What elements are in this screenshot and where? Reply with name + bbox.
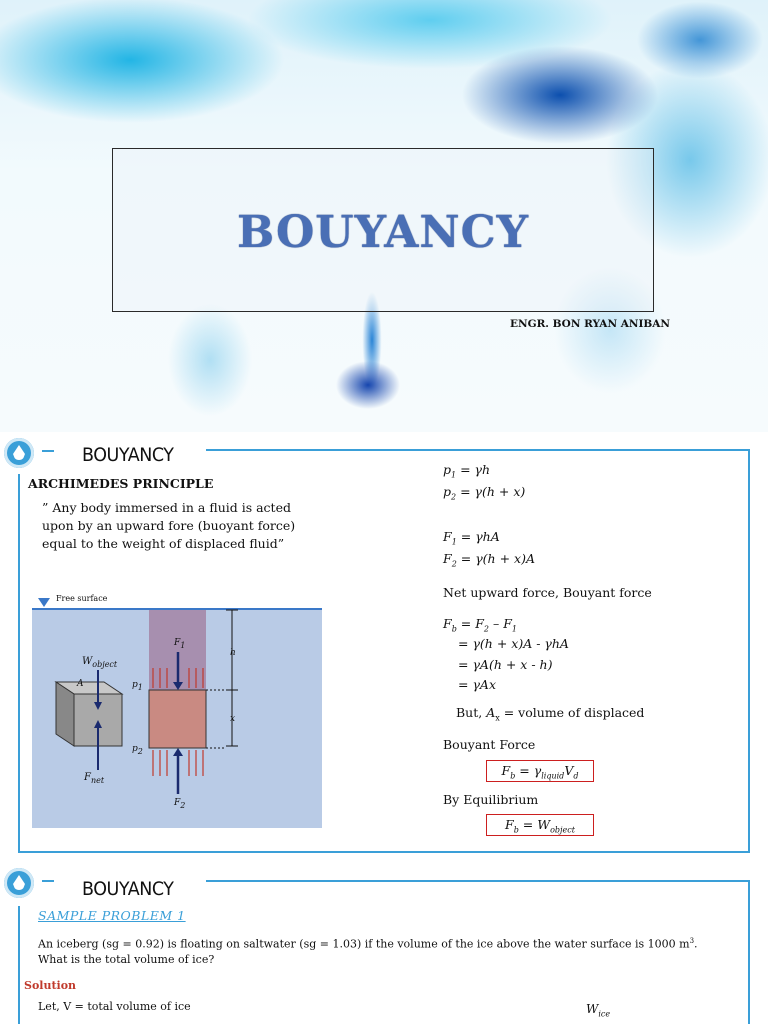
- author-name: ENGR. BON RYAN ANIBAN: [510, 318, 670, 330]
- problem-text: An iceberg (sg = 0.92) is floating on saltwater (sg = 1.03) if the volume of the ice above the water surface is 1000 $m^3$. What is the total volume of ice?: [38, 937, 698, 966]
- frame-bottom: [18, 851, 750, 853]
- water-drop-logo-icon: [4, 438, 34, 468]
- w-ice-label: $W_{ice}$: [586, 1002, 611, 1019]
- eq-fb4: = γAx: [458, 677, 496, 692]
- frame-top: [206, 449, 750, 451]
- title-box: [112, 148, 654, 312]
- f2-label: $F_2$: [174, 798, 186, 810]
- solution-label: Solution: [24, 979, 77, 992]
- sample-problem-title: SAMPLE PROBLEM 1: [38, 908, 186, 923]
- eq-fb2: = γ(h + x)A - γhA: [458, 636, 569, 651]
- frame-right: [748, 880, 750, 1024]
- slide-sample-problem: [0, 860, 768, 1024]
- w-object-label: $W_{object}$: [82, 656, 118, 669]
- equilibrium-formula-box: $F_b = W_{object}$: [486, 814, 594, 836]
- principle-quote: ” Any body immersed in a fluid is acted upon by an upward fore (buoyant force) equal to the weight of displaced fluid”: [42, 500, 296, 551]
- h-label: h: [230, 648, 236, 658]
- f1-label: $F_1$: [174, 638, 186, 650]
- eq-p2: $p_2 = \gamma(h + x)$: [443, 484, 526, 502]
- slide-title: BOUYANCY: [236, 207, 530, 258]
- net-force-label: Net upward force, Bouyant force: [443, 585, 652, 600]
- f-net-label: $F_{net}$: [84, 772, 105, 785]
- eq-p1: $p_1 = \gamma h$: [443, 462, 491, 480]
- let-statement: Let, V = total volume of ice: [38, 1000, 191, 1013]
- p2-label: $p_2$: [132, 744, 143, 756]
- frame-top: [206, 880, 750, 882]
- equilibrium-label: By Equilibrium: [443, 792, 539, 807]
- slide-heading: BOUYANCY: [82, 444, 174, 466]
- header-dash: [42, 450, 54, 452]
- but-label: But, $A_x$ = volume of displaced: [456, 705, 645, 723]
- frame-left: [18, 906, 20, 1024]
- x-label: x: [230, 714, 236, 724]
- bouyant-force-label: Bouyant Force: [443, 737, 536, 752]
- eq-F2: $F_2 = \gamma(h + x)A$: [443, 551, 535, 569]
- slide-heading: BOUYANCY: [82, 878, 174, 900]
- free-surface-label: Free surface: [56, 594, 108, 603]
- buoyant-force-formula-box: $F_b = \gamma_{liquid}V_d$: [486, 760, 594, 782]
- title-slide: [0, 0, 768, 432]
- free-surface-marker-icon: [38, 598, 50, 607]
- water-drop-logo-icon: [4, 868, 34, 898]
- eq-fb3: = γA(h + x - h): [458, 657, 553, 672]
- frame-right: [748, 449, 750, 853]
- area-label: A: [77, 679, 84, 689]
- eq-fb1: $F_b = F_2 - F_1$: [443, 616, 517, 634]
- subheading: ARCHIMEDES PRINCIPLE: [28, 476, 214, 491]
- frame-left: [18, 474, 20, 852]
- header-dash: [42, 880, 54, 882]
- eq-F1: $F_1 = \gamma hA$: [443, 529, 500, 547]
- p1-label: $p_1$: [132, 680, 143, 692]
- buoyancy-diagram: [32, 608, 322, 828]
